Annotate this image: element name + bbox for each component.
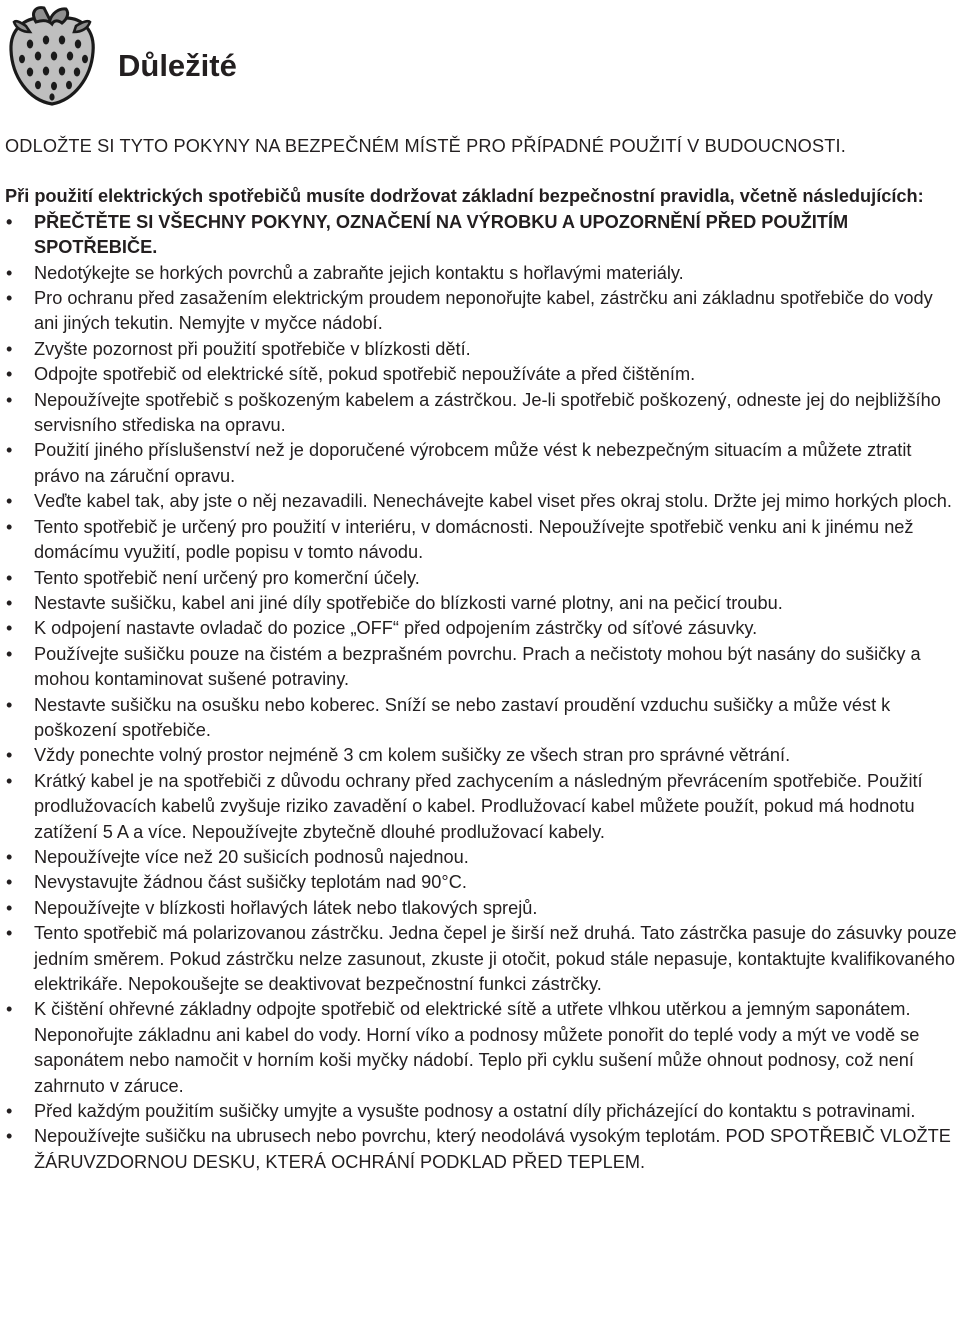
list-item: • Použití jiného příslušenství než je doporučené výrobcem může vést k nebezpečným situacím a můžete ztratit právo na záruční opravu. [5,438,957,489]
list-item: • Tento spotřebič není určený pro komerční účely. [5,566,957,591]
list-item: • Tento spotřebič je určený pro použití v interiéru, v domácnosti. Nepoužívejte spotřebič venku ani k jinému než domácímu využití, podle popisu v tomto návodu. [5,515,957,566]
list-item: • Používejte sušičku pouze na čistém a bezprašném povrchu. Prach a nečistoty mohou být nasány do sušičky a mohou kontaminovat sušené potraviny. [5,642,957,693]
storage-notice: ODLOŽTE SI TYTO POKYNY NA BEZPEČNÉM MÍSTĚ PRO PŘÍPADNÉ POUŽITÍ V BUDOUCNOSTI. [5,136,846,156]
list-item: • Nestavte sušičku, kabel ani jiné díly spotřebiče do blízkosti varné plotny, ani na pečicí troubu. [5,591,957,616]
list-item: • Nestavte sušičku na osušku nebo koberec. Sníží se nebo zastaví proudění vzduchu sušičky a může vést k poškození spotřebiče. [5,693,957,744]
list-item: • Veďte kabel tak, aby jste o něj nezavadili. Nenechávejte kabel viset přes okraj stolu. Držte jej mimo horkých ploch. [5,489,957,514]
list-item: • Nepoužívejte v blízkosti hořlavých látek nebo tlakových sprejů. [5,896,957,921]
intro-text: Při použití elektrických spotřebičů musíte dodržovat základní bezpečnostní pravidla, včetně následujících: [5,186,924,207]
safety-instructions [5,134,957,1175]
list-item: • Tento spotřebič má polarizovanou zástrčku. Jedna čepel je širší než druhá. Tato zástrčka pasuje do zásuvky pouze jedním směrem. Pokud zástrčku nelze zasunout, zkuste ji otočit, pokud stále nepasuje, kontaktujte kvalifikovaného elektrikáře. Nepokoušejte se deaktivovat bezpečnostní funkci zástrčky. [5,921,957,997]
list-item: • K čištění ohřevné základny odpojte spotřebič od elektrické sítě a utřete vlhkou utěrkou a jemným saponátem. Neponořujte základnu ani kabel do vody. Horní víko a podnosy můžete ponořit do teplé vody a mýt ve vodě se saponátem nebo namočit v horním koši myčky nádobí. Teplo při cyklu sušení může ohnout podnosy, což není zahrnuto v záruce. [5,997,957,1099]
list-item: • Nepoužívejte sušičku na ubrusech nebo povrchu, který neodolává vysokým teplotám. POD SPOTŘEBIČ VLOŽTE ŽÁRUVZDORNOU DESKU, KTERÁ OCHRÁNÍ PODKLAD PŘED TEPLEM. [5,1124,957,1175]
list-item: • Pro ochranu před zasažením elektrickým proudem neponořujte kabel, zástrčku ani základnu spotřebiče do vody ani jiných tekutin. Nemyjte v myčce nádobí. [5,286,957,337]
list-item: • Nevystavujte žádnou část sušičky teplotám nad 90°C. [5,870,957,895]
list-item: • Krátký kabel je na spotřebiči z důvodu ochrany před zachycením a následným převrácením spotřebiče. Použití prodlužovacích kabelů zvyšuje riziko zavadění o kabel. Prodlužovací kabel můžete použít, pokud má hodnotu zatížení 5 A a více. Nepoužívejte zbytečně dlouhé prodlužovací kabely. [5,769,957,845]
page-header [0,0,960,110]
list-item: • PŘEČTĚTE SI VŠECHNY POKYNY, OZNAČENÍ NA VÝROBKU A UPOZORNĚNÍ PŘED POUŽITÍM SPOTŘEBIČE. [5,210,957,261]
list-item: • Před každým použitím sušičky umyjte a vysušte podnosy a ostatní díly přicházející do kontaktu s potravinami. [5,1099,957,1124]
list-item: • Vždy ponechte volný prostor nejméně 3 cm kolem sušičky ze všech stran pro správné větrání. [5,743,957,768]
page-title: Důležité [118,48,237,83]
list-item: • Odpojte spotřebič od elektrické sítě, pokud spotřebič nepoužíváte a před čištěním. [5,362,957,387]
list-item: • Nepoužívejte více než 20 sušicích podnosů najednou. [5,845,957,870]
strawberry-icon [6,4,98,106]
list-item: • K odpojení nastavte ovladač do pozice „OFF“ před odpojením zástrčky od síťové zásuvky. [5,616,957,641]
list-item: • Zvyšte pozornost při použití spotřebiče v blízkosti dětí. [5,337,957,362]
list-item: • Nedotýkejte se horkých povrchů a zabraňte jejich kontaktu s hořlavými materiály. [5,261,957,286]
safety-rules-list [5,210,957,1175]
list-item: • Nepoužívejte spotřebič s poškozeným kabelem a zástrčkou. Je-li spotřebič poškozený, odneste jej do nejbližšího servisního střediska na opravu. [5,388,957,439]
